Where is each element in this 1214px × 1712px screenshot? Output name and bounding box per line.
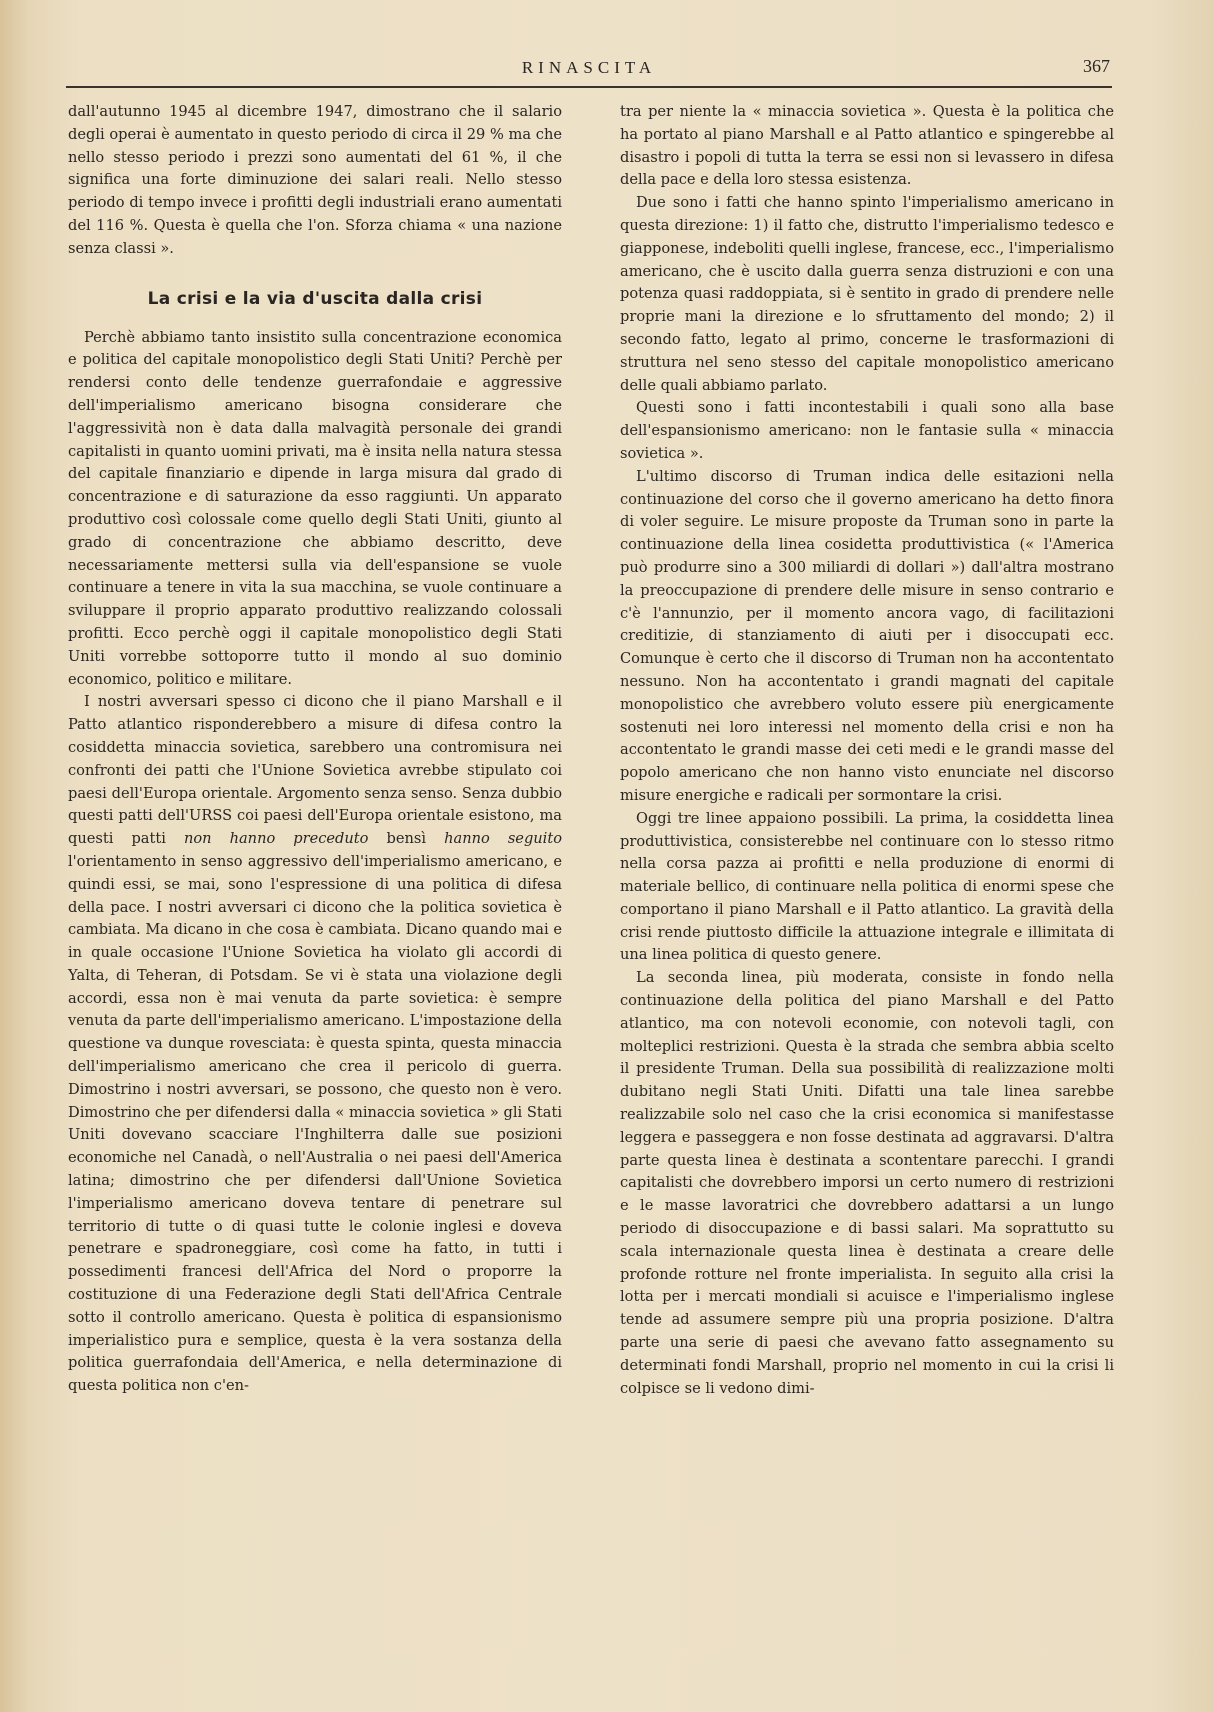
section-heading: La crisi e la via d'uscita dalla crisi — [147, 288, 483, 309]
paragraph: Questi sono i fatti incontestabili i quali sono alla base dell'espansionismo americano: non le fantasie sulla « minaccia sovietica ». — [620, 399, 1114, 462]
paragraph — [68, 691, 562, 1398]
paragraph: Due sono i fatti che hanno spinto l'imperialismo americano in questa direzione: 1) il fatto che, distrutto l'imperialismo tedesco e giapponese, indeboliti quelli inglese, francese, ecc., l'imperialismo americano, che è uscito dalla guerra senza distruzioni e con una potenza quasi raddoppiata, si è sentito in grado di prendere nelle proprie mani la direzione e lo sfruttamento del mondo; 2) il secondo fatto, legato al primo, concerne le trasformazioni di struttura nel seno stesso del capitale monopolistico americano delle quali abbiamo parlato. — [620, 194, 1114, 394]
paragraph: tra per niente la « minaccia sovietica ». Questa è la politica che ha portato al piano Marshall e al Patto atlantico e spingerebbe al disastro i popoli di tutta la terra se essi non si levassero in difesa della pace e della loro stessa esistenza. — [620, 103, 1114, 189]
paragraph: L'ultimo discorso di Truman indica delle esitazioni nella continuazione del corso che il governo americano ha detto finora di voler seguire. Le misure proposte da Truman sono in parte la continuazione della linea cosidetta produttivistica (« l'America può produrre sino a 300 miliardi di dollari ») dall'altra mostrano la preoccupazione di prendere delle misure in senso contrario e c'è l'annunzio, per il momento ancora vago, di facilitazioni creditizie, di stanziamento di aiuti per i disoccupati ecc. Comunque è certo che il discorso di Truman non ha accontentato nessuno. Non ha accontentato i grandi magnati del capitale monopolistico che avrebbero voluto essere più energicamente sostenuti nei loro interessi nel momento della crisi e non ha accontentato le grandi masse dei ceti medi e le grandi masse del popolo americano che non hanno visto enunciate nel discorso misure energiche e radicali per sormontare la crisi. — [620, 467, 1114, 804]
text-run: l'orientamento in senso aggressivo dell'imperialismo americano, e quindi essi, se mai, sono l'espressione di una politica di difesa della pace. I nostri avversari ci dicono che la politica sovietica è cambiata. Ma dicano in che cosa è cambiata. Dicano quando mai e in quale occasione l'Unione Sovietica ha violato gli accordi di Yalta, di Teheran, di Potsdam. Se vi è stata una violazione degli accordi, essa non è mai venuta da parte sovietica: è sempre venuta da parte dell'imperialismo americano. L'impostazione della questione va dunque rovesciata: è questa spinta, questa minaccia dell'imperialismo americano che crea il pericolo di guerra. Dimostrino i nostri avversari, se possono, che questo non è vero. Dimostrino che per difendersi dalla « minaccia sovietica » gli Stati Uniti dovevano scacciare l'Inghilterra dalle sue posizioni economiche nel Canadà, o nell'Australia o nei paesi dell'America latina; dimostrino che per difendersi dall'Unione Sovietica l'imperialismo americano doveva tentare di penetrare sul territorio di tutte o di quasi tutte le colonie inglesi e doveva penetrare e spadroneggiare, così come ha fatto, in tutti i possedimenti francesi dell'Africa del Nord o proporre la costituzione di una Federazione degli Stati dell'Africa Centrale sotto il controllo americano. Questa è politica di espansionismo imperialistico pura e semplice, questa è la vera sostanza della politica guerrafondaia dell'America, e nella determinazione di questa politica non c'en- — [68, 852, 562, 1395]
italic-text: hanno seguito — [444, 830, 563, 848]
paragraph: dall'autunno 1945 al dicembre 1947, dimostrano che il salario degli operai è aumentato in questo periodo di circa il 29 % ma che nello stesso periodo i prezzi sono aumentati del 61 %, il che significa una forte diminuzione dei salari reali. Nello stesso periodo di tempo invece i profitti degli industriali erano aumentati del 116 %. Questa è quella che l'on. Sforza chiama « una nazione senza classi ». — [68, 103, 562, 257]
left-column — [68, 101, 562, 1398]
paragraph: La seconda linea, più moderata, consiste in fondo nella continuazione della politica del piano Marshall e del Patto atlantico, ma con notevoli economie, con notevoli tagli, con molteplici restrizioni. Questa è la strada che sembra abbia scelto il presidente Truman. Della sua possibilità di realizzazione molti dubitano negli Stati Uniti. Difatti una tale linea sarebbe realizzabile solo nel caso che la crisi economica si manifestasse leggera e passeggera e non fosse destinata ad aggravarsi. D'altra parte questa linea è destinata a scontentare parecchi. I grandi capitalisti che dovrebbero imporsi un certo numero di restrizioni e le masse lavoratrici che dovrebbero adattarsi a un lungo periodo di disoccupazione e di bassi salari. Ma soprattutto su scala internazionale questa linea è destinata a creare delle profonde rotture nel fronte imperialista. In seguito alla crisi la lotta per i mercati mondiali si acuisce e l'imperialismo inglese tende ad assumere sempre più una propria posizione. D'altra parte una serie di paesi che avevano fatto assegnamento su determinati fondi Marshall, proprio nel momento in cui la crisi li colpisce se li vedono dimi- — [620, 969, 1114, 1397]
masthead-title: RINASCITA — [521, 58, 657, 77]
text-run: bensì — [386, 830, 427, 848]
page-number: 367 — [1083, 56, 1110, 76]
page-header — [66, 52, 1112, 88]
italic-text: non hanno preceduto — [183, 830, 369, 848]
paragraph: Oggi tre linee appaiono possibili. La prima, la cosiddetta linea produttivistica, consisterebbe nel continuare con lo stesso ritmo nella corsa pazza ai profitti e nella produzione di enormi di materiale bellico, di continuare nella politica di enormi spese che comportano il piano Marshall e il Patto atlantico. La gravità della crisi rende piuttosto difficile la attuazione integrale e illimitata di una linea politica di questo genere. — [620, 809, 1114, 964]
right-column — [620, 101, 1114, 1400]
text-run: I nostri avversari spesso ci dicono che il piano Marshall e il Patto atlantico risponderebbero a misure di difesa contro la cosiddetta minaccia sovietica, sarebbero una contromisura nei confronti dei patti che l'Unione Sovietica avrebbe stipulato coi paesi dell'Europa orientale. Argomento senza senso. Senza dubbio questi patti dell'URSS coi paesi dell'Europa orientale esistono, ma questi patti — [68, 693, 562, 848]
paragraph: Perchè abbiamo tanto insistito sulla concentrazione economica e politica del capitale monopolistico degli Stati Uniti? Perchè per rendersi conto delle tendenze guerrafondaie e aggressive dell'imperialismo americano bisogna considerare che l'aggressività non è data dalla malvagità personale dei grandi capitalisti in quanto uomini privati, ma è insita nella natura stessa del capitale finanziario e dipende in larga misura dal grado di concentrazione e di saturazione da esso raggiunti. Un apparato produttivo così colossale come quello degli Stati Uniti, giunto al grado di concentrazione che abbiamo descritto, deve necessariamente mettersi sulla via dell'espansione se vuole continuare a tenere in vita la sua macchina, se vuole continuare a sviluppare il proprio apparato produttivo realizzando colossali profitti. Ecco perchè oggi il capitale monopolistico degli Stati Uniti vorrebbe sottoporre tutto il mondo al suo dominio economico, politico e militare. — [68, 328, 562, 688]
